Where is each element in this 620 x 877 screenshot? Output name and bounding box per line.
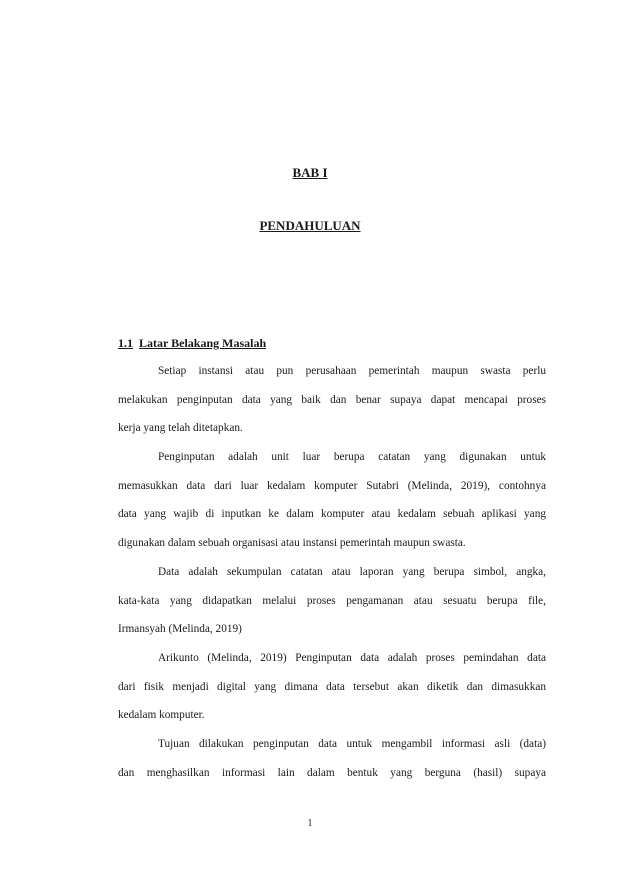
paragraph-line: digunakan dalam sebuah organisasi atau instansi pemerintah maupun swasta. — [118, 536, 466, 549]
page-number: 1 — [307, 818, 313, 829]
paragraph-line: kerja yang telah ditetapkan. — [118, 422, 243, 435]
paragraph-line: Penginputan adalah unit luar berupa catatan yang digunakan untuk — [158, 451, 546, 463]
paragraph-line: Irmansyah (Melinda, 2019) — [118, 623, 242, 636]
paragraph-line: dari fisik menjadi digital yang dimana data tersebut akan diketik dan dimasukkan — [118, 680, 546, 693]
paragraph — [118, 644, 546, 730]
paragraph-line: Arikunto (Melinda, 2019) Penginputan data adalah proses pemindahan data — [158, 652, 546, 664]
paragraph — [118, 558, 546, 644]
paragraph — [118, 730, 546, 787]
chapter-title: PENDAHULUAN — [259, 218, 361, 233]
section-number: 1.1 — [118, 336, 133, 350]
paragraph-line: dan menghasilkan informasi lain dalam bentuk yang berguna (hasil) supaya — [118, 766, 546, 779]
chapter-number: BAB I — [292, 165, 328, 180]
paragraph — [118, 443, 546, 557]
paragraph-line: memasukkan data dari luar kedalam komputer Sutabri (Melinda, 2019), contohnya — [118, 479, 546, 492]
paragraph-line: kata-kata yang didapatkan melalui proses pengamanan atau sesuatu berupa file, — [118, 594, 546, 607]
paragraph-line: melakukan penginputan data yang baik dan benar supaya dapat mencapai proses — [118, 393, 546, 406]
paragraph-line: kedalam komputer. — [118, 709, 205, 722]
section-title: Latar Belakang Masalah — [139, 336, 267, 350]
section-heading — [118, 336, 266, 351]
paragraph-line: data yang wajib di inputkan ke dalam komputer atau kedalam sebuah aplikasi yang — [118, 508, 546, 521]
paragraph-line: Data adalah sekumpulan catatan atau laporan yang berupa simbol, angka, — [158, 566, 546, 578]
paragraph-line: Tujuan dilakukan penginputan data untuk mengambil informasi asli (data) — [158, 738, 546, 750]
paragraph — [118, 357, 546, 443]
paragraph-line: Setiap instansi atau pun perusahaan pemerintah maupun swasta perlu — [158, 365, 546, 377]
